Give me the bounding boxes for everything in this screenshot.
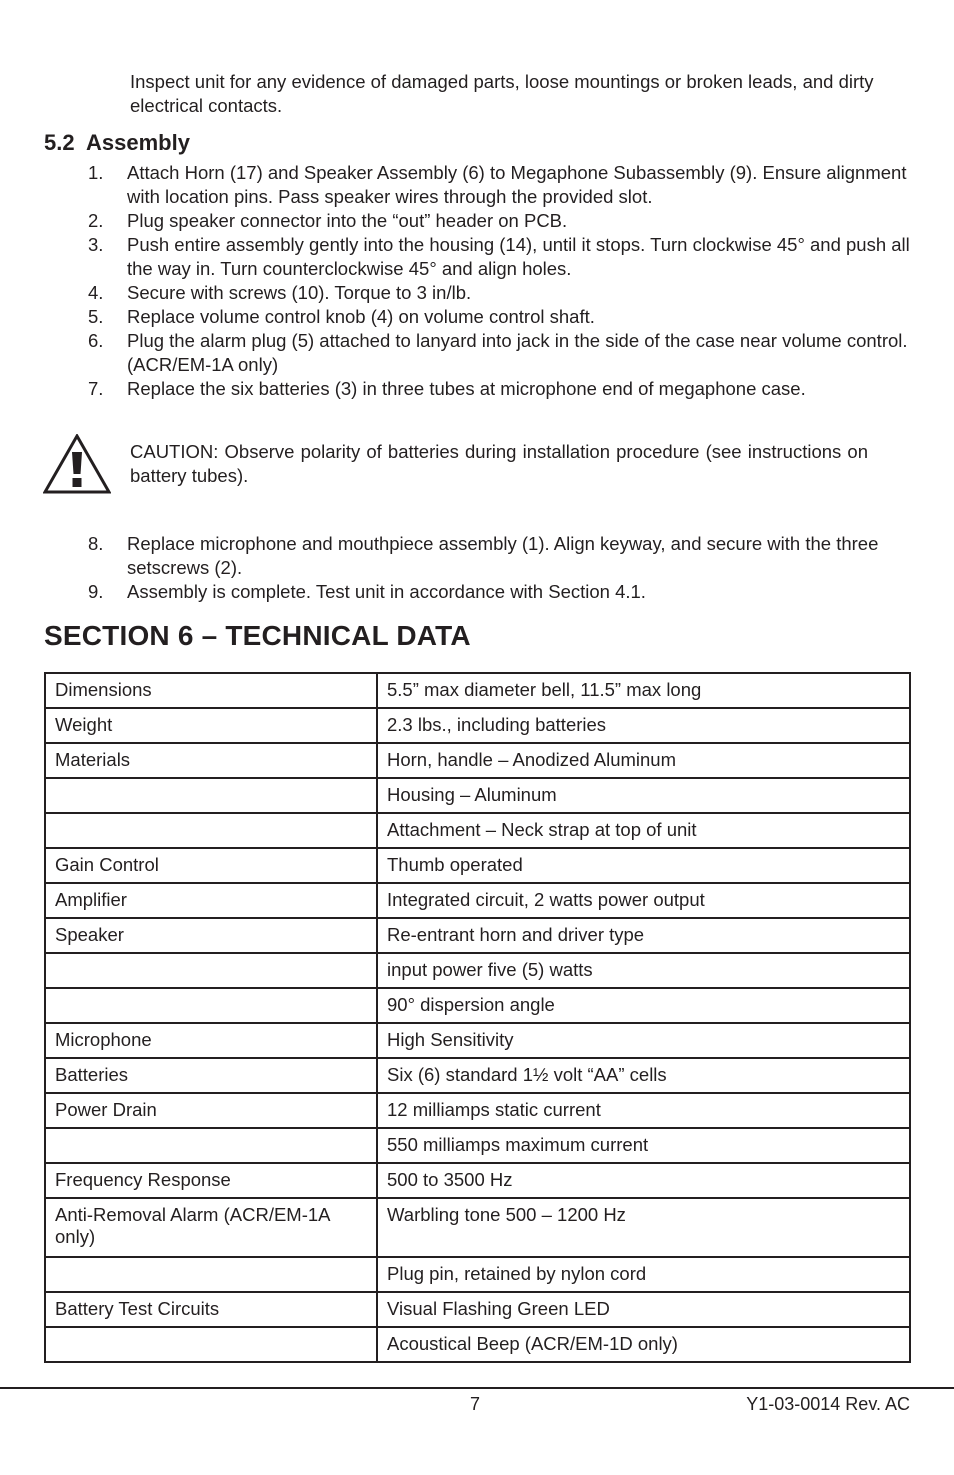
assembly-steps-list xyxy=(44,161,910,401)
spec-value: Attachment – Neck strap at top of unit xyxy=(377,813,910,848)
spec-label: Weight xyxy=(45,708,377,743)
spec-value: 550 milliamps maximum current xyxy=(377,1128,910,1163)
step-number: 2. xyxy=(88,210,104,231)
technical-data-table xyxy=(44,672,911,1363)
spec-label: Anti-Removal Alarm (ACR/EM-1A only) xyxy=(45,1198,377,1257)
table-row xyxy=(45,813,910,848)
table-row xyxy=(45,1093,910,1128)
step-item xyxy=(44,580,910,604)
warning-triangle-icon xyxy=(43,434,111,494)
assembly-heading-title: Assembly xyxy=(86,130,190,155)
table-row xyxy=(45,883,910,918)
spec-label xyxy=(45,1327,377,1362)
step-number: 7. xyxy=(88,378,104,399)
spec-label: Frequency Response xyxy=(45,1163,377,1198)
spec-value: Visual Flashing Green LED xyxy=(377,1292,910,1327)
spec-value: Integrated circuit, 2 watts power output xyxy=(377,883,910,918)
step-text: Assembly is complete. Test unit in accordance with Section 4.1. xyxy=(127,581,646,602)
table-row xyxy=(45,673,910,708)
spec-label xyxy=(45,1257,377,1292)
section-title: SECTION 6 – TECHNICAL DATA xyxy=(44,620,471,651)
spec-value: 2.3 lbs., including batteries xyxy=(377,708,910,743)
step-item xyxy=(44,305,910,329)
step-number: 8. xyxy=(88,533,104,554)
spec-label: Speaker xyxy=(45,918,377,953)
spec-value: Thumb operated xyxy=(377,848,910,883)
spec-value: 5.5” max diameter bell, 11.5” max long xyxy=(377,673,910,708)
assembly-heading-number: 5.2 xyxy=(44,130,75,155)
spec-value: Housing – Aluminum xyxy=(377,778,910,813)
step-text: Secure with screws (10). Torque to 3 in/lb. xyxy=(127,282,472,303)
spec-label: Microphone xyxy=(45,1023,377,1058)
table-row xyxy=(45,778,910,813)
spec-value: Re-entrant horn and driver type xyxy=(377,918,910,953)
spec-value: input power five (5) watts xyxy=(377,953,910,988)
spec-value: High Sensitivity xyxy=(377,1023,910,1058)
table-row xyxy=(45,1163,910,1198)
spec-label: Gain Control xyxy=(45,848,377,883)
table-row xyxy=(45,1257,910,1292)
assembly-steps-list-continued xyxy=(44,532,910,604)
page-number: 7 xyxy=(470,1394,481,1414)
spec-label: Materials xyxy=(45,743,377,778)
step-item xyxy=(44,281,910,305)
step-text: Plug the alarm plug (5) attached to lanyard into jack in the side of the case near volume control. (ACR/EM-1A only) xyxy=(127,330,908,375)
step-text: Attach Horn (17) and Speaker Assembly (6) to Megaphone Subassembly (9). Ensure alignment with location pins. Pass speaker wires through the provided slot. xyxy=(127,162,907,207)
step-number: 4. xyxy=(88,282,104,303)
spec-value: 500 to 3500 Hz xyxy=(377,1163,910,1198)
table-row xyxy=(45,708,910,743)
step-number: 5. xyxy=(88,306,104,327)
spec-label: Dimensions xyxy=(45,673,377,708)
table-row xyxy=(45,743,910,778)
spec-label xyxy=(45,953,377,988)
assembly-heading xyxy=(44,129,190,157)
table-row xyxy=(45,1058,910,1093)
spec-label: Amplifier xyxy=(45,883,377,918)
document-reference: Y1-03-0014 Rev. AC xyxy=(746,1394,910,1414)
step-item xyxy=(44,532,910,580)
table-row xyxy=(45,918,910,953)
table-row xyxy=(45,1198,910,1257)
step-text: Plug speaker connector into the “out” header on PCB. xyxy=(127,210,568,231)
spec-label xyxy=(45,778,377,813)
step-text: Replace volume control knob (4) on volume control shaft. xyxy=(127,306,595,327)
step-item xyxy=(44,329,910,377)
step-text: Push entire assembly gently into the housing (14), until it stops. Turn clockwise 45° and push all the way in. Turn counterclockwise 45° and align holes. xyxy=(127,234,910,279)
footer-divider xyxy=(0,1387,954,1389)
step-text: Replace microphone and mouthpiece assembly (1). Align keyway, and secure with the three setscrews (2). xyxy=(127,533,879,578)
caution-note: CAUTION: Observe polarity of batteries during installation procedure (see instructions on battery tubes). xyxy=(130,441,868,486)
step-number: 9. xyxy=(88,581,104,602)
step-number: 3. xyxy=(88,234,104,255)
spec-label: Batteries xyxy=(45,1058,377,1093)
table-row xyxy=(45,848,910,883)
table-row xyxy=(45,1327,910,1362)
spec-label xyxy=(45,1128,377,1163)
spec-label: Power Drain xyxy=(45,1093,377,1128)
spec-value: 90° dispersion angle xyxy=(377,988,910,1023)
table-row xyxy=(45,1023,910,1058)
step-number: 6. xyxy=(88,330,104,351)
spec-value: Horn, handle – Anodized Aluminum xyxy=(377,743,910,778)
spec-value: Six (6) standard 1½ volt “AA” cells xyxy=(377,1058,910,1093)
step-item xyxy=(44,233,910,281)
spec-label xyxy=(45,813,377,848)
table-row xyxy=(45,1128,910,1163)
table-row xyxy=(45,953,910,988)
table-row xyxy=(45,1292,910,1327)
spec-value: Warbling tone 500 – 1200 Hz xyxy=(377,1198,910,1257)
spec-label xyxy=(45,988,377,1023)
intro-paragraph: Inspect unit for any evidence of damaged parts, loose mountings or broken leads, and dirty electrical contacts. xyxy=(130,71,874,116)
step-item xyxy=(44,161,910,209)
spec-value: Acoustical Beep (ACR/EM-1D only) xyxy=(377,1327,910,1362)
step-item xyxy=(44,209,910,233)
step-item xyxy=(44,377,910,401)
table-row xyxy=(45,988,910,1023)
step-text: Replace the six batteries (3) in three tubes at microphone end of megaphone case. xyxy=(127,378,806,399)
step-number: 1. xyxy=(88,162,104,183)
spec-value: Plug pin, retained by nylon cord xyxy=(377,1257,910,1292)
spec-value: 12 milliamps static current xyxy=(377,1093,910,1128)
spec-label: Battery Test Circuits xyxy=(45,1292,377,1327)
